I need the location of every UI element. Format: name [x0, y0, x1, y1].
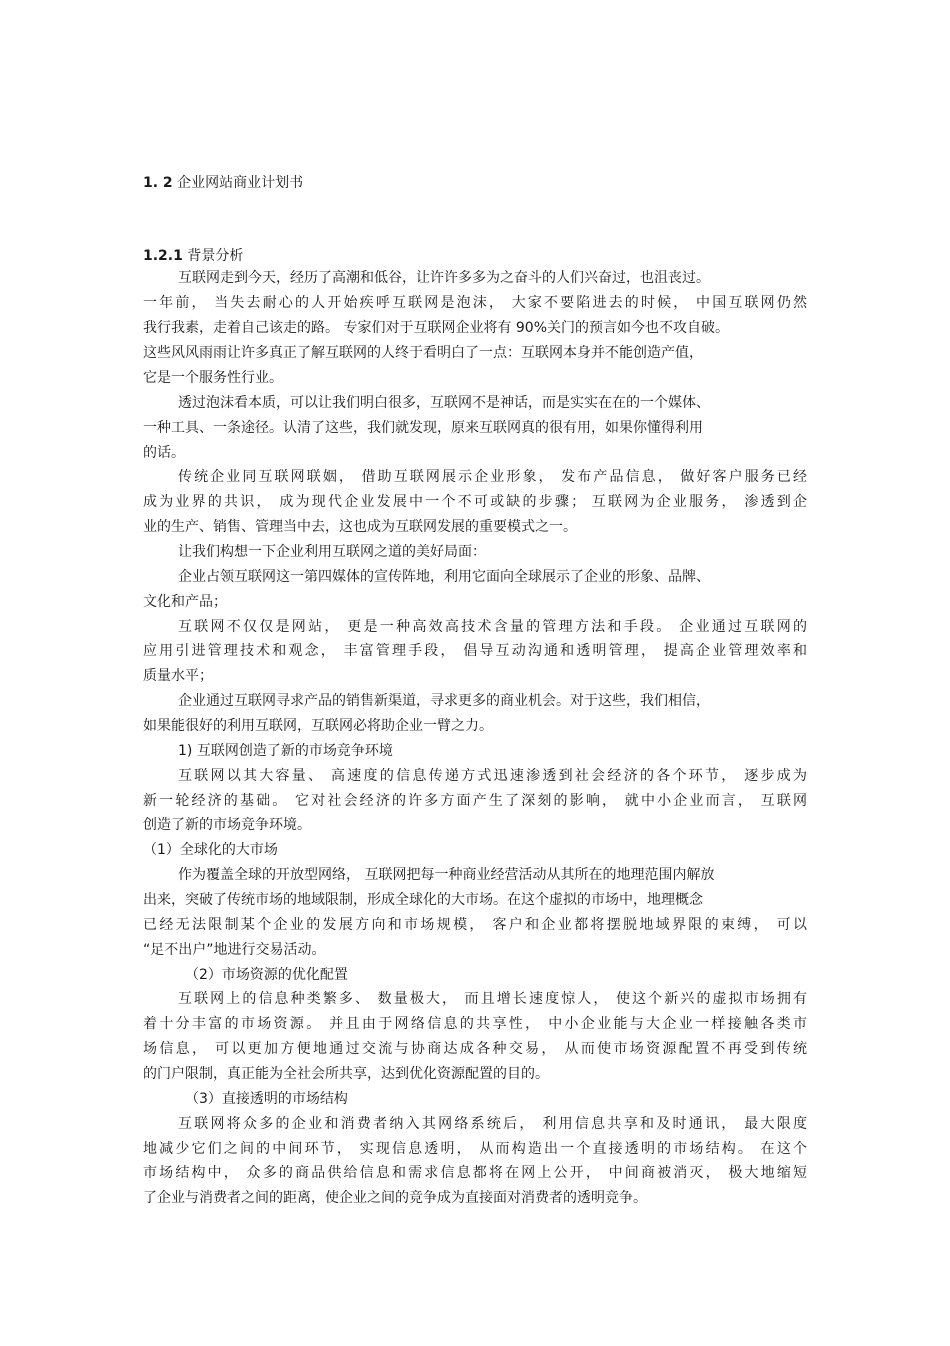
body-line: 创造了新的市场竞争环境。: [143, 817, 311, 833]
body-line: 我行我素，走着自己该走的路。 专家们对于互联网企业将有 90%关门的预言如今也不攻自破。: [143, 320, 730, 336]
subsection-number: 1.2.1: [143, 248, 183, 264]
body-line: 如果能很好的利用互联网，互联网必将助企业一臂之力。: [143, 718, 493, 734]
body-line: 已经无法限制某个企业的发展方向和市场规模， 客户和企业都将摆脱地域界限的束缚， 可以: [143, 917, 807, 933]
body-line: 互联网走到今天，经历了高潮和低谷，让许许多多为之奋斗的人们兴奋过，也沮丧过。: [178, 270, 710, 286]
body-line: 质量水平；: [143, 668, 213, 684]
body-line: 它是一个服务性行业。: [143, 370, 283, 386]
list-heading: （1）全球化的大市场: [143, 842, 278, 858]
body-line: 了企业与消费者之间的距离，使企业之间的竞争成为直接面对消费者的透明竞争。: [143, 1190, 647, 1206]
subsection-heading: [143, 246, 243, 266]
body-line: 透过泡沫看本质，可以让我们明白很多，互联网不是神话，而是实实在在的一个媒体、: [178, 395, 710, 411]
list-heading: 1) 互联网创造了新的市场竞争环境: [178, 743, 393, 759]
body-line: 互联网上的信息种类繁多、 数量极大， 而且增长速度惊人， 使这个新兴的虚拟市场拥有: [178, 991, 807, 1007]
body-line: 应用引进管理技术和观念， 丰富管理手段， 倡导互动沟通和透明管理， 提高企业管理效率和: [143, 643, 807, 659]
body-line: 一年前， 当失去耐心的人开始疾呼互联网是泡沫， 大家不要陷进去的时候， 中国互联网仍然: [143, 295, 807, 311]
body-line: 场信息， 可以更加方便地通过交流与协商达成各种交易， 从而使市场资源配置不再受到传统: [143, 1041, 807, 1057]
body-line: “足不出户”地进行交易活动。: [143, 942, 326, 958]
body-line: 互联网将众多的企业和消费者纳入其网络系统后， 利用信息共享和及时通讯， 最大限度: [178, 1116, 807, 1132]
body-line: 企业通过互联网寻求产品的销售新渠道，寻求更多的商业机会。对于这些，我们相信，: [178, 693, 710, 709]
body-line: 着十分丰富的市场资源。 并且由于网络信息的共享性， 中小企业能与大企业一样接触各类市: [143, 1016, 807, 1032]
body-line: 业的生产、销售、管理当中去，这也成为互联网发展的重要模式之一。: [143, 519, 577, 535]
list-heading: （2）市场资源的优化配置: [185, 967, 348, 983]
body-line: 传统企业同互联网联姻， 借助互联网展示企业形象， 发布产品信息， 做好客户服务已经: [178, 469, 807, 485]
body-line: 市场结构中， 众多的商品供给信息和需求信息都将在网上公开， 中间商被消灭， 极大地缩短: [143, 1165, 807, 1181]
body-line: 作为覆盖全球的开放型网络， 互联网把每一种商业经营活动从其所在的地理范围内解放: [178, 867, 715, 883]
list-heading: （3）直接透明的市场结构: [185, 1091, 348, 1107]
subsection-title: 背景分析: [187, 248, 244, 264]
body-line: 的门户限制，真正能为全社会所共享，达到优化资源配置的目的。: [143, 1066, 549, 1082]
section-heading: [143, 173, 303, 193]
body-line: 企业占领互联网这一第四媒体的宣传阵地，利用它面向全球展示了企业的形象、品牌、: [178, 569, 710, 585]
body-line: 新一轮经济的基础。 它对社会经济的许多方面产生了深刻的影响， 就中小企业而言， 互联网: [143, 793, 807, 809]
section-title: 企业网站商业计划书: [177, 175, 304, 191]
body-line: 一种工具、一条途径。认清了这些，我们就发现，原来互联网真的很有用，如果你懂得利用: [143, 420, 703, 436]
body-line: 这些风风雨雨让许多真正了解互联网的人终于看明白了一点：互联网本身并不能创造产值，: [143, 345, 703, 361]
body-line: 出来，突破了传统市场的地域限制，形成全球化的大市场。在这个虚拟的市场中，地理概念: [143, 892, 703, 908]
body-line: 的话。: [143, 445, 185, 461]
body-line: 文化和产品；: [143, 594, 227, 610]
section-number: 1. 2: [143, 175, 173, 191]
body-line: 让我们构想一下企业利用互联网之道的美好局面：: [178, 544, 486, 560]
body-line: 互联网以其大容量、 高速度的信息传递方式迅速渗透到社会经济的各个环节， 逐步成为: [178, 768, 807, 784]
body-line: 地减少它们之间的中间环节， 实现信息透明， 从而构造出一个直接透明的市场结构。 在这个: [143, 1141, 807, 1157]
body-line: 互联网不仅仅是网站， 更是一种高效高技术含量的管理方法和手段。 企业通过互联网的: [178, 619, 807, 635]
body-line: 成为业界的共识， 成为现代企业发展中一个不可或缺的步骤； 互联网为企业服务， 渗透到企: [143, 494, 807, 510]
